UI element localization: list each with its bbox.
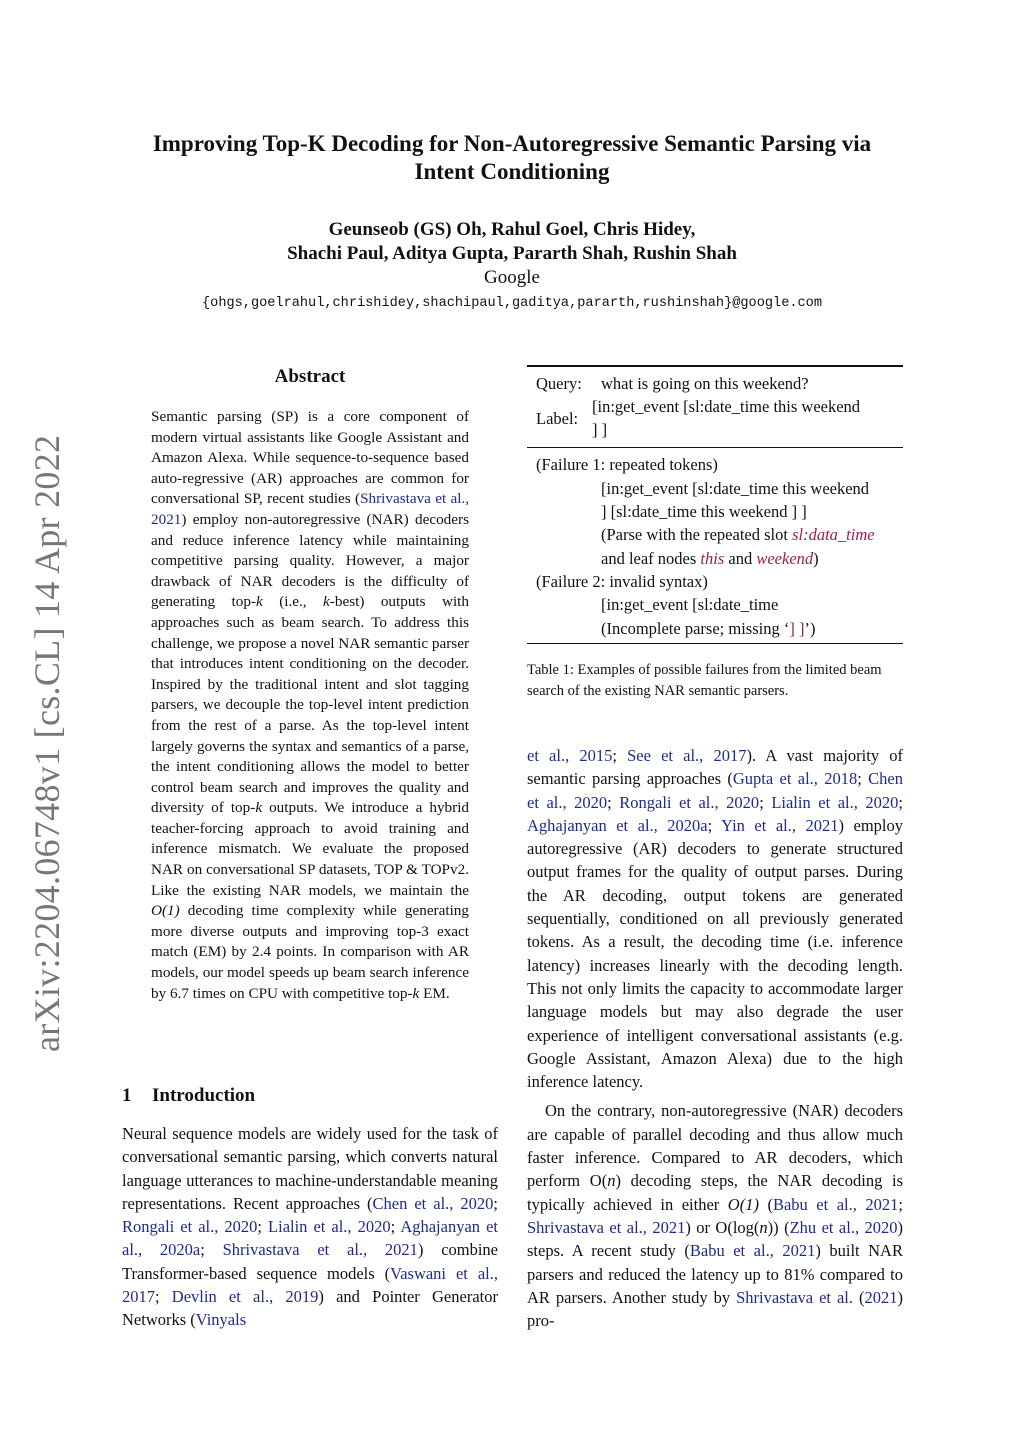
- citation-link[interactable]: Lialin et al., 2020: [268, 1217, 391, 1237]
- citation-link[interactable]: Zhu et al., 2020: [789, 1217, 898, 1237]
- failure-1-heading: (Failure 1: repeated tokens): [536, 455, 718, 475]
- citation-link[interactable]: Lialin et al., 2020: [771, 792, 899, 812]
- introduction-body: Neural sequence models are widely used for the task of conversational semantic parsing, which converts natural language utterances to machine-understandable meaning representations. Recent approaches (Chen et al., 2020; Rongali et al., 2020; Lialin et al., 2020; Aghajanyan et al., 2020a; Shrivastava et al., 2021) combine Transformer-based sequence models (Vaswani et al., 2017; Devlin et al., 2019) and Pointer Generator Networks (Vinyals: [122, 1124, 499, 1330]
- repeated-slot: sl:data_time: [792, 525, 875, 545]
- affiliation: Google: [484, 267, 540, 288]
- failure-2-heading: (Failure 2: invalid syntax): [536, 571, 708, 591]
- authors-line-2: Shachi Paul, Aditya Gupta, Pararth Shah, Rushin Shah: [287, 243, 737, 264]
- citation-link[interactable]: Rongali et al., 2020: [122, 1217, 258, 1237]
- citation-link[interactable]: Shrivastava et al.: [736, 1287, 854, 1307]
- author-list: [0, 218, 1024, 266]
- paragraph: On the contrary, non-autoregressive (NAR) decoders are capable of parallel decoding and thus allow much faster inference. Compared to AR decoders, which perform O(n) decoding steps, the NAR decoding is typically achieved in either O(1) (Babu et al., 2021; Shrivastava et al., 2021) or O(log(n)) (Zhu et al., 2020) steps. A recent study (Babu et al., 2021) built NAR parsers and reduced the latency up to 81% compared to AR parsers. Another study by Shrivastava et al. (2021) pro-: [527, 1101, 904, 1331]
- citation-link[interactable]: 2021: [864, 1287, 898, 1307]
- table-body: (Failure 1: repeated tokens) [in:get_event [sl:date_time this weekend ] [sl:date_time this weekend ] ] (Parse with the repeated slot sl:data_time and leaf nodes this and weekend) (Failure 2: invalid syntax) [in:get_event [sl:date_time (Incomplete parse; missing ‘] ]’): [527, 448, 903, 642]
- section-heading-introduction: [122, 1085, 255, 1107]
- citation-link[interactable]: Aghajanyan et al., 2020a: [527, 815, 708, 835]
- query-row: Query: what is going on this weekend?: [536, 373, 809, 393]
- abstract-body: Semantic parsing (SP) is a core component of modern virtual assistants like Google Assistant and Amazon Alexa. While sequence-to-sequence based auto-regressive (AR) approaches are common for conversational SP, recent studies (Shrivastava et al., 2021) employ non-autoregressive (NAR) decoders and reduce inference latency while maintaining competitive parsing quality. However, a major drawback of NAR decoders is the difficulty of generating top-k (i.e., k-best) outputs with approaches such as beam search. To address this challenge, we propose a novel NAR semantic parser that introduces intent conditioning on the decoder. Inspired by the traditional intent and slot tagging parsers, we decouple the top-level intent prediction from the rest of a parse. As the top-level intent largely governs the syntax and semantics of a parse, the intent conditioning allows the model to better control beam search and improves the quality and diversity of top-k outputs. We introduce a hybrid teacher-forcing approach to avoid training and inference mismatch. We evaluate the proposed NAR on conversational SP datasets, TOP & TOPv2. Like the existing NAR models, we maintain the O(1) decoding time complexity while generating more diverse outputs and improving top-3 exact match (EM) by 2.4 points. In comparison with AR models, our model speeds up beam search inference by 6.7 times on CPU with competitive top-k EM.: [151, 408, 470, 1002]
- citation-link[interactable]: Devlin et al., 2019: [171, 1287, 319, 1307]
- table-caption: Table 1: Examples of possible failures from the limited beam search of the existing NAR semantic parsers.: [527, 662, 882, 699]
- title-line-2: Intent Conditioning: [414, 159, 610, 184]
- citation-link[interactable]: Babu et al., 2021: [772, 1194, 899, 1214]
- citation-link[interactable]: Aghajanyan et al., 2020a: [122, 1217, 498, 1260]
- abstract-heading: Abstract: [274, 366, 346, 387]
- authors-line-1: Geunseob (GS) Oh, Rahul Goel, Chris Hidey,: [328, 219, 696, 240]
- citation-link[interactable]: Shrivastava et al., 2021: [527, 1217, 686, 1237]
- citation-link[interactable]: Chen et al., 2020: [527, 769, 903, 812]
- citation-link[interactable]: See et al., 2017: [627, 746, 747, 765]
- citation-link[interactable]: et al., 2015: [527, 746, 613, 765]
- citation-link[interactable]: Yin et al., 2021: [721, 815, 839, 835]
- table-1: [527, 365, 903, 644]
- citation-link[interactable]: Chen et al., 2020: [372, 1193, 494, 1213]
- label-row: Label: [in:get_event [sl:date_time this weekend ] ]: [536, 396, 861, 440]
- table-header-block: [527, 367, 903, 442]
- section-title: Introduction: [152, 1085, 256, 1106]
- paragraph: et al., 2015; See et al., 2017). A vast majority of semantic parsing approaches (Gupta et al., 2018; Chen et al., 2020; Rongali et al., 2020; Lialin et al., 2020; Aghajanyan et al., 2020a; Yin et al., 2021) employ autoregressive (AR) decoders to generate structured output frames for the quality of output parses. During the AR decoding, output tokens are generated sequentially, conditioned on all previously generated tokens. As a result, the decoding time (i.e. inference latency) increases linearly with the decoding length. This not only limits the capacity to accommodate larger language models but may also degrade the user experience of intelligent conversational assistants (e.g. Google Assistant, Amazon Alexa) due to the high inference latency.: [527, 746, 903, 1092]
- table-bottom-rule: [527, 643, 903, 645]
- missing-brackets: ] ]: [789, 618, 805, 638]
- citation-link[interactable]: Vaswani et al., 2017: [122, 1263, 498, 1307]
- citation-link[interactable]: Gupta et al., 2018: [732, 769, 858, 789]
- citation-link[interactable]: Shrivastava et al., 2021: [151, 490, 470, 528]
- citation-link[interactable]: Shrivastava et al., 2021: [222, 1240, 418, 1260]
- author-emails: {ohgs,goelrahul,chrishidey,shachipaul,gaditya,pararth,rushinshah}@google.com: [202, 296, 822, 311]
- arxiv-identifier: arXiv:2204.06748v1 [cs.CL] 14 Apr 2022: [27, 434, 67, 1052]
- citation-link[interactable]: Babu et al., 2021: [689, 1241, 816, 1261]
- title-line-1: Improving Top-K Decoding for Non-Autoregressive Semantic Parsing via: [152, 131, 872, 156]
- citation-link[interactable]: Vinyals: [195, 1310, 247, 1330]
- paper-title: [0, 130, 1024, 186]
- right-column-body: [527, 744, 903, 1332]
- citation-link[interactable]: Rongali et al., 2020: [619, 792, 760, 812]
- section-number: 1: [122, 1085, 132, 1106]
